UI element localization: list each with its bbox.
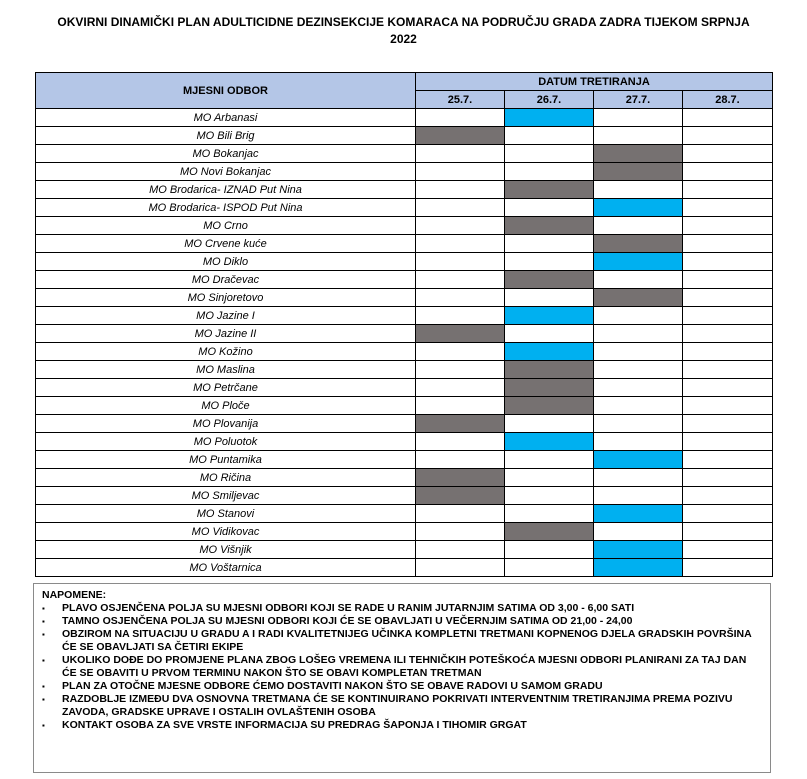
schedule-cell-empty [683,181,773,199]
schedule-cell-empty [416,451,505,469]
table-row [36,217,773,235]
notes-list [42,602,762,732]
schedule-cell-dark [505,361,594,379]
note-text: UKOLIKO DOĐE DO PROMJENE PLANA ZBOG LOŠEG VREMENA ILI TEHNIČKIH POTEŠKOĆA MJESNI ODBORI PLANIRANI ZA TAJ DAN ĆE SE OBAVITI U PRVOM TERMINU NAKON ŠTO SE OBAVI KOMPLETAN TRETMAN [62,654,747,679]
schedule-cell-empty [683,217,773,235]
schedule-cell-dark [505,181,594,199]
bullet-icon: ▪ [42,617,45,626]
note-text: PLAN ZA OTOČNE MJESNE ODBORE ĆEMO DOSTAVITI NAKON ŠTO SE OBAVE RADOVI U SAMOM GRADU [62,680,603,692]
schedule-cell-light [594,451,683,469]
mjesni-odbor-name: MO Sinjoretovo [36,289,416,307]
schedule-cell-empty [505,505,594,523]
table-row [36,361,773,379]
schedule-cell-empty [683,271,773,289]
schedule-cell-empty [594,217,683,235]
schedule-cell-empty [683,361,773,379]
schedule-cell-empty [683,433,773,451]
date-header: 26.7. [505,91,594,109]
mjesni-odbor-name: MO Arbanasi [36,109,416,127]
schedule-cell-empty [505,253,594,271]
table-row [36,343,773,361]
schedule-cell-empty [416,253,505,271]
table-row [36,469,773,487]
note-text: RAZDOBLJE IZMEĐU DVA OSNOVNA TRETMANA ĆE SE KONTINUIRANO POKRIVATI INTERVENTNIM TRETIRANJIMA PREMA POZIVU ZAVODA, GRADSKE UPRAVE I OSTALIH OVLAŠTENIH OSOBA [62,693,733,718]
schedule-cell-empty [416,217,505,235]
schedule-cell-empty [416,235,505,253]
schedule-cell-empty [594,307,683,325]
schedule-cell-empty [683,379,773,397]
schedule-cell-empty [505,163,594,181]
schedule-cell-empty [416,559,505,577]
mjesni-odbor-name: MO Stanovi [36,505,416,523]
schedule-cell-light [594,559,683,577]
schedule-cell-empty [683,451,773,469]
schedule-cell-empty [416,145,505,163]
schedule-cell-empty [683,235,773,253]
schedule-cell-empty [683,109,773,127]
schedule-cell-dark [416,325,505,343]
schedule-cell-light [594,199,683,217]
note-text: TAMNO OSJENČENA POLJA SU MJESNI ODBORI KOJI ĆE SE OBAVLJATI U VEČERNJIM SATIMA OD 21,00 - 24,00 [62,615,633,627]
table-body [36,109,773,577]
schedule-cell-empty [683,397,773,415]
schedule-cell-empty [416,163,505,181]
schedule-cell-empty [505,145,594,163]
date-header: 25.7. [416,91,505,109]
schedule-cell-empty [505,415,594,433]
schedule-cell-light [505,109,594,127]
mjesni-odbor-name: MO Brodarica- ISPOD Put Nina [36,199,416,217]
schedule-cell-dark [505,397,594,415]
bullet-icon: ▪ [42,656,45,665]
mjesni-odbor-name: MO Jazine II [36,325,416,343]
mjesni-odbor-name: MO Kožino [36,343,416,361]
column-header-mjesni-odbor: MJESNI ODBOR [36,73,416,109]
treatment-plan-table [35,72,773,577]
schedule-cell-empty [683,469,773,487]
table-row [36,397,773,415]
date-header: 27.7. [594,91,683,109]
date-header: 28.7. [683,91,773,109]
schedule-cell-dark [594,163,683,181]
schedule-cell-empty [594,469,683,487]
note-item [42,680,762,693]
schedule-cell-empty [683,487,773,505]
table-row [36,235,773,253]
schedule-cell-empty [416,343,505,361]
note-item [42,602,762,615]
title-line-2: 2022 [390,32,417,46]
schedule-cell-empty [416,307,505,325]
table-row [36,559,773,577]
bullet-icon: ▪ [42,630,45,639]
table-row [36,433,773,451]
mjesni-odbor-name: MO Smiljevac [36,487,416,505]
table-row [36,127,773,145]
schedule-cell-empty [683,199,773,217]
schedule-cell-empty [594,271,683,289]
schedule-cell-light [594,541,683,559]
schedule-cell-dark [416,127,505,145]
schedule-cell-empty [594,343,683,361]
schedule-cell-empty [594,433,683,451]
schedule-cell-empty [683,289,773,307]
schedule-cell-empty [505,235,594,253]
schedule-cell-empty [505,325,594,343]
schedule-cell-empty [416,397,505,415]
schedule-cell-empty [505,559,594,577]
note-item [42,615,762,628]
mjesni-odbor-name: MO Bokanjac [36,145,416,163]
document-title [0,14,807,48]
mjesni-odbor-name: MO Crvene kuće [36,235,416,253]
mjesni-odbor-name: MO Puntamika [36,451,416,469]
table-row [36,379,773,397]
mjesni-odbor-name: MO Bili Brig [36,127,416,145]
schedule-cell-empty [416,199,505,217]
bullet-icon: ▪ [42,604,45,613]
mjesni-odbor-name: MO Ploče [36,397,416,415]
schedule-cell-empty [594,181,683,199]
note-item [42,719,762,732]
note-item [42,693,762,719]
schedule-cell-empty [683,127,773,145]
mjesni-odbor-name: MO Vidikovac [36,523,416,541]
schedule-cell-empty [594,361,683,379]
table-row [36,145,773,163]
table-row [36,325,773,343]
schedule-cell-empty [683,523,773,541]
mjesni-odbor-name: MO Dračevac [36,271,416,289]
schedule-cell-empty [416,289,505,307]
schedule-cell-dark [505,379,594,397]
schedule-cell-dark [505,217,594,235]
note-item [42,654,762,680]
schedule-cell-empty [505,469,594,487]
schedule-cell-empty [416,181,505,199]
table-row [36,199,773,217]
mjesni-odbor-name: MO Jazine I [36,307,416,325]
note-text: OBZIROM NA SITUACIJU U GRADU A I RADI KVALITETNIJEG UČINKA KOMPLETNI TRETMANI KOPNENOG DJELA GRADSKIH POVRŠINA ĆE SE OBAVLJATI SA ČETIRI EKIPE [62,628,752,653]
schedule-cell-empty [416,379,505,397]
schedule-cell-empty [683,163,773,181]
schedule-cell-empty [416,361,505,379]
schedule-cell-empty [594,127,683,145]
schedule-cell-empty [416,505,505,523]
table-row [36,181,773,199]
bullet-icon: ▪ [42,695,45,704]
schedule-cell-empty [594,109,683,127]
schedule-cell-empty [594,415,683,433]
schedule-cell-empty [594,325,683,343]
notes-heading: NAPOMENE: [42,589,107,601]
mjesni-odbor-name: MO Maslina [36,361,416,379]
mjesni-odbor-name: MO Poluotok [36,433,416,451]
table-row [36,523,773,541]
mjesni-odbor-name: MO Crno [36,217,416,235]
schedule-cell-light [594,253,683,271]
schedule-cell-empty [683,253,773,271]
schedule-cell-empty [505,199,594,217]
schedule-cell-empty [683,325,773,343]
table-row [36,451,773,469]
schedule-cell-empty [416,541,505,559]
schedule-cell-light [505,433,594,451]
table-row [36,271,773,289]
note-text: PLAVO OSJENČENA POLJA SU MJESNI ODBORI KOJI SE RADE U RANIM JUTARNJIM SATIMA OD 3,00 - 6,00 SATI [62,602,635,614]
schedule-cell-empty [683,307,773,325]
table-row [36,487,773,505]
schedule-cell-empty [505,487,594,505]
mjesni-odbor-name: MO Višnjik [36,541,416,559]
schedule-cell-empty [505,127,594,145]
schedule-cell-dark [416,469,505,487]
mjesni-odbor-name: MO Novi Bokanjac [36,163,416,181]
schedule-cell-empty [683,145,773,163]
table-row [36,163,773,181]
schedule-cell-light [505,307,594,325]
schedule-cell-empty [505,289,594,307]
schedule-cell-empty [683,559,773,577]
schedule-cell-empty [505,541,594,559]
table-row [36,505,773,523]
schedule-cell-dark [594,235,683,253]
note-text: KONTAKT OSOBA ZA SVE VRSTE INFORMACIJA SU PREDRAG ŠAPONJA I TIHOMIR GRGAT [62,719,527,731]
table-row [36,307,773,325]
schedule-cell-dark [505,271,594,289]
schedule-cell-empty [683,415,773,433]
schedule-cell-empty [594,397,683,415]
schedule-cell-empty [683,343,773,361]
schedule-cell-dark [416,487,505,505]
schedule-cell-empty [683,505,773,523]
schedule-cell-dark [505,523,594,541]
table-row [36,289,773,307]
schedule-cell-dark [594,289,683,307]
schedule-cell-dark [594,145,683,163]
schedule-cell-empty [416,109,505,127]
table-row [36,109,773,127]
schedule-cell-empty [594,379,683,397]
mjesni-odbor-name: MO Petrčane [36,379,416,397]
schedule-cell-empty [416,433,505,451]
schedule-cell-light [505,343,594,361]
schedule-cell-empty [594,523,683,541]
mjesni-odbor-name: MO Voštarnica [36,559,416,577]
title-line-1: OKVIRNI DINAMIČKI PLAN ADULTICIDNE DEZINSEKCIJE KOMARACA NA PODRUČJU GRADA ZADRA TIJEKOM SRPNJA [57,15,750,29]
table-row [36,415,773,433]
note-item [42,628,762,654]
schedule-cell-empty [505,451,594,469]
table-row [36,541,773,559]
schedule-cell-empty [416,271,505,289]
bullet-icon: ▪ [42,721,45,730]
notes-box [33,583,771,773]
mjesni-odbor-name: MO Ričina [36,469,416,487]
schedule-cell-empty [683,541,773,559]
schedule-cell-empty [594,487,683,505]
schedule-cell-light [594,505,683,523]
column-group-header-datum: DATUM TRETIRANJA [416,73,773,91]
schedule-cell-empty [416,523,505,541]
mjesni-odbor-name: MO Plovanija [36,415,416,433]
schedule-cell-dark [416,415,505,433]
bullet-icon: ▪ [42,682,45,691]
mjesni-odbor-name: MO Diklo [36,253,416,271]
table-row [36,253,773,271]
mjesni-odbor-name: MO Brodarica- IZNAD Put Nina [36,181,416,199]
